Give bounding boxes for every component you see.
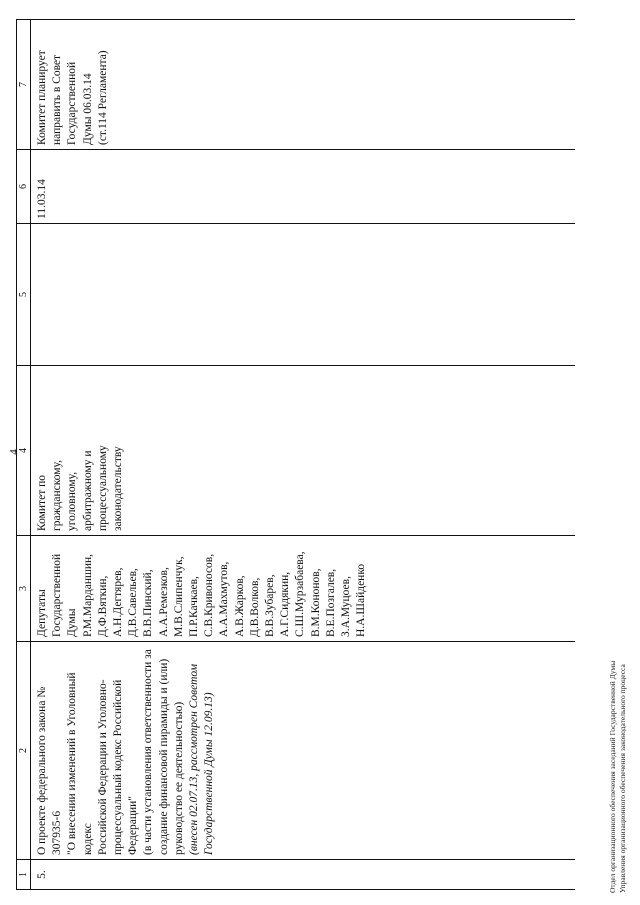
footer-line-1: Отдел организационного обеспечения заседаний Государственной Думы bbox=[608, 660, 617, 893]
page-number: 4 bbox=[8, 449, 20, 455]
column-header-6: 6 bbox=[17, 150, 31, 224]
bill-title: О проекте федерального закона № 307935-6 "О внесении изменений в Уголовный кодекс Российской Федерации и Уголовно- процессуальный кодекс Российской Федерации" (в части установления ответственности за создание финансовой пирамиды и (или) руководство ее деятельностью) bbox=[36, 649, 185, 855]
column-header-2: 2 bbox=[17, 642, 31, 860]
column-header-1: 1 bbox=[17, 860, 31, 890]
column-header-3: 3 bbox=[17, 536, 31, 642]
row-number: 5. bbox=[31, 860, 576, 890]
footer-line-2: Управления организационного обеспечения законодательного процесса bbox=[618, 664, 627, 893]
footer bbox=[608, 661, 628, 893]
bill-subject-cell bbox=[31, 642, 576, 860]
bills-table bbox=[16, 19, 575, 890]
column-header-4: 4 bbox=[17, 366, 31, 536]
column-header-5: 5 bbox=[17, 224, 31, 366]
responsible-committee: Комитет по гражданскому, уголовному, арбитражному и процессуальному законодательству bbox=[31, 366, 576, 536]
column-5-cell bbox=[31, 224, 576, 366]
remark-cell: Комитет планирует направить в Совет Государственной Думы 06.03.14 (ст.114 Регламента) bbox=[31, 20, 576, 150]
column-header-7: 7 bbox=[17, 20, 31, 150]
table-row bbox=[31, 20, 576, 890]
column-number-row bbox=[17, 20, 31, 890]
date-cell: 11.03.14 bbox=[31, 150, 576, 224]
bill-submission-note: (внесен 02.07.13, рассмотрен Советом Государственной Думы 12.09.13) bbox=[188, 663, 216, 855]
initiators-list: Депутаты Государственной Думы Р.М.Марданшин, Д.Ф.Вяткин, А.Н.Дегтярев, Д.В.Савельев, В.В.Пинский, А.А.Ремезков, М.В.Слипенчук, П.Р.Качкаев, С.В.Кривоносов, А.А.Махмутов, А.В.Жарков, Д.В.Волков, В.В.Зубарев, А.Г.Сидякин, С.Ш.Мурзабаева, В.М.Кононов, В.Е.Позгалев, З.А.Муцоев, Н.А.Шайденко bbox=[31, 536, 576, 642]
